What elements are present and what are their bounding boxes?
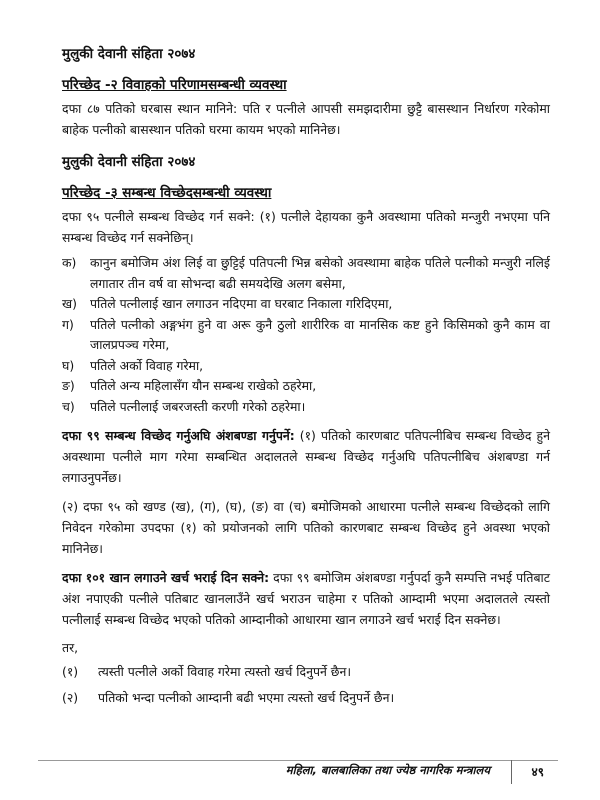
section-101-body: दफा ९९ बमोजिम अंशबण्डा गर्नुपर्दा कुनै सम्पत्ति नभई पतिबाट अंश नपाएकी पत्नीले पतिबाट खानलाउँने खर्च भराउन चाहेमा र पतिको आम्दामी भएमा अदालतले त्यस्तो पत्नीलाई सम्बन्ध विच्छेद भएको पतिको आम्दानीको आधारमा खान लगाउने खर्च भराई दिन सक्नेछ। [62,570,550,627]
clause-marker: घ) [62,357,75,373]
clause-marker: ग) [62,316,74,332]
section-87: दफा ८७ पतिको घरबास स्थान मानिने: पति र पत्नीले आपसी समझदारीमा छुट्टै बासस्थान निर्धारण गरेकोमा बाहेक पत्नीको बासस्थान पतिको घरमा कायम भएको मानिनेछ। [62,101,550,137]
footer-ministry: महिला, बालबालिका तथा ज्येष्ठ नागरिक मन्त्रालय [285,763,490,777]
page-footer [38,760,558,782]
clause-text: कानुन बमोजिम अंश लिई वा छुट्टिई पतिपत्नी भिन्न बसेको अवस्थामा बाहेक पतिले पत्नीको मन्जुरी नलिई लगातार तीन वर्ष वा सोभन्दा बढी समयदेखि अलग बसेमा, [90,255,550,291]
clause-item [62,294,550,315]
section-99-heading: दफा ९९ सम्बन्ध विच्छेद गर्नुअघि अंशबण्डा गर्नुपर्ने: [62,428,295,443]
section-101-heading: दफा १०१ खान लगाउने खर्च भराई दिन सक्ने: [62,570,270,585]
section-95-intro: दफा ९५ पत्नीले सम्बन्ध विच्छेद गर्न सक्ने: (१) पत्नीले देहायका कुनै अवस्थामा पतिको मन्जुरी नभएमा पनि सम्बन्ध विच्छेद गर्न सक्नेछिन्। [62,209,550,245]
proviso-marker: (२) [62,689,79,705]
clause-marker: ख) [62,296,77,311]
clause-marker: च) [62,398,75,414]
clause-item [62,356,550,377]
clause-item [62,376,550,397]
clause-marker: क) [62,255,77,270]
code-title: मुलुकी देवानी संहिता २०७४ [62,46,196,62]
section-99-body: (१) पतिको कारणबाट पतिपत्नीबिच सम्बन्ध विच्छेद हुने अवस्थामा पत्नीले माग गरेमा सम्बन्धित अदालतले सम्बन्ध विच्छेद गर्नुअघि पतिपत्नीबिच अंशबण्डा गर्न लगाउनुपर्नेछ। [62,428,550,485]
chapter-heading: परिच्छेद -२ विवाहको परिणामसम्बन्धी व्यवस्था [62,77,287,93]
clause-text: पतिले अर्को विवाह गरेमा, [90,357,204,373]
clause-list [62,253,550,417]
code-title: मुलुकी देवानी संहिता २०७४ [62,154,196,170]
clause-item [62,253,550,294]
proviso-marker: (१) [62,664,79,679]
document-body [62,38,550,708]
page-number: ४९ [531,765,544,779]
chapter-heading: परिच्छेद -३ सम्बन्ध विच्छेदसम्बन्धी व्यवस्था [62,185,272,201]
clause-text: पतिले पत्नीलाई खान लगाउन नदिएमा वा घरबाट निकाला गरिदिएमा, [90,296,393,311]
section-99 [62,425,550,488]
proviso-text: पतिको भन्दा पत्नीको आम्दानी बढी भएमा त्यस्तो खर्च दिनुपर्ने छैन। [98,689,395,705]
proviso-item [62,662,550,683]
proviso-list [62,662,550,708]
proviso-item [62,688,550,709]
clause-text: पतिले पत्नीलाई जबरजस्ती करणी गरेको ठहरेमा। [90,398,306,414]
clause-item [62,397,550,418]
footer-divider [511,760,512,784]
clause-text: पतिले पत्नीको अङ्गभंग हुने वा अरू कुनै ठुलो शारीरिक वा मानसिक कष्ट हुने किसिमको कुनै काम वा जालप्रपञ्च गरेमा, [90,316,550,352]
section-99-subsection-2: (२) दफा ९५ को खण्ड (ख), (ग), (घ), (ङ) वा (च) बमोजिमको आधारमा पत्नीले सम्बन्ध विच्छेदको लागि निवेदन गरेकोमा उपदफा (१) को प्रयोजनको लागि पतिको कारणबाट सम्बन्ध विच्छेद हुने अवस्था भएको मानिनेछ। [62,499,550,556]
section-101 [62,567,550,630]
clause-marker: ङ) [62,378,75,393]
proviso-text: त्यस्ती पत्नीले अर्को विवाह गरेमा त्यस्तो खर्च दिनुपर्ने छैन। [98,664,352,679]
footer-rule [38,760,558,761]
clause-item [62,315,550,356]
clause-text: पतिले अन्य महिलासँग यौन सम्बन्ध राखेको ठहरेमा, [90,378,317,393]
proviso-label: तर, [62,640,79,655]
